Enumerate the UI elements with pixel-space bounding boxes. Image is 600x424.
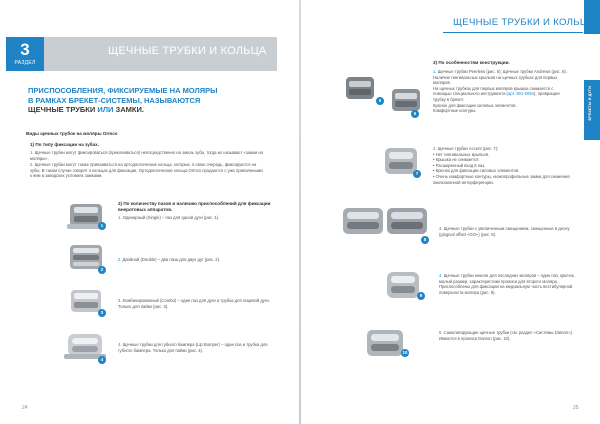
design-item-2-text: Щечные трубки Accent (рис. 7): xyxy=(437,146,499,151)
figure-badge-9: 9 xyxy=(417,292,425,300)
lead-line-1: ПРИСПОСОБЛЕНИЯ, ФИКСИРУЕМЫЕ НА МОЛЯРЫ xyxy=(28,86,218,95)
lead-connector: ИЛИ xyxy=(95,105,116,114)
accent-feature-5: • Очень комфортные контуры, низкопрофильные замки для снижения окклюзионной интерференции. xyxy=(433,173,570,185)
gingival-offset-tube-image xyxy=(339,200,431,244)
figure-badge-10: 10 xyxy=(402,350,408,355)
fixation-item-2 xyxy=(30,162,265,179)
right-page xyxy=(301,0,600,424)
accent-feature-4: • Крючок для фиксации силовых элементов. xyxy=(433,168,520,174)
design-item-1-note-1: Наличие гингивальных крыльев на щечных трубках для первых моляров. xyxy=(433,74,558,86)
design-item-5-text: Самолигирующие щечные трубки (см. раздел «Системы Damon»). xyxy=(443,330,574,335)
page-number-right: 25 xyxy=(573,405,579,411)
fixation-item-2-text: Щечные трубки могут также припаиваться на ортодонтические кольца, которые, в свою очередь, фиксируются на зубы. В таком случае говорят о кольцах для фиксации. Ортодонтические кольца Ormco продаются с уже припаянными к ним в заводских условиях замками. xyxy=(30,162,263,179)
design-item-1-text: Щечные трубки Peerless (рис. 5); Щечные трубки Andrews (рис. 6). xyxy=(437,69,567,74)
accent-feature-3: • Расширенный вход в паз. xyxy=(433,162,486,168)
figure-badge-2: 2 xyxy=(98,266,106,274)
fixation-item-1-text: Щечные трубки могут фиксироваться (приклеиваться) непосредственно на эмаль зуба, тогда их называют «замки на моляры». xyxy=(30,150,263,161)
fixation-item-1 xyxy=(30,150,270,161)
fixation-item-1-number: 1. xyxy=(30,150,34,155)
figure-badge-3: 3 xyxy=(98,309,106,317)
last-molar-tube-image xyxy=(381,266,425,306)
design-item-3 xyxy=(439,226,575,237)
lead-heading xyxy=(28,86,218,115)
slot-item-1-number: 1. xyxy=(118,215,122,220)
accent-feature-2: • Крышка не снимается. xyxy=(433,157,480,163)
accent-feature-5-text: Очень комфортные контуры, низкопрофильные замки для снижения окклюзионной интерференции. xyxy=(433,173,570,185)
design-item-5 xyxy=(439,330,575,341)
design-item-4 xyxy=(439,273,575,295)
slot-item-3-text: Комбинированный (Combo) – один паз для дуги и трубка для лицевой дуги. Только для пайки (рис. 3). xyxy=(118,298,270,309)
slot-item-4-number: 4. xyxy=(118,342,122,347)
design-item-1-note-2-end: ), превращая трубку в брекет. xyxy=(433,91,560,102)
damon-tube-image xyxy=(361,322,411,366)
accent-feature-1: • Нет гингивальных крыльев. xyxy=(433,151,490,157)
fixation-item-2-number: 2. xyxy=(30,162,34,167)
lead-emphasis-2: ЗАМКИ. xyxy=(115,105,144,114)
andrews-tube-image xyxy=(387,84,427,118)
section-badge xyxy=(6,37,44,71)
design-item-1-note-4: Комфортные контуры. xyxy=(433,108,477,114)
design-item-3-text: Щечные трубки с увеличенным смещением, смещенные в десну (gingival offset «GO») (рис. 8). xyxy=(439,226,570,237)
page-number-left: 24 xyxy=(22,405,28,411)
figure-badge-7: 7 xyxy=(413,170,421,178)
right-page-title: ЩЕЧНЫЕ ТРУБКИ И КОЛЬЦА xyxy=(453,17,594,28)
accent-feature-4-text: Крючок для фиксации силовых элементов. xyxy=(435,168,520,174)
figure-badge-5: 5 xyxy=(376,97,384,105)
instrument-article: арт. 801-0094 xyxy=(507,91,535,97)
accent-feature-1-text: Нет гингивальных крыльев. xyxy=(435,151,490,157)
accent-feature-2-text: Крышка не снимается. xyxy=(435,157,480,163)
design-item-1-note-2-start: На щечных трубках для первых моляров крышка снимается с помощью специального инструмента ( xyxy=(433,85,554,97)
lead-line-3 xyxy=(28,105,218,115)
lead-emphasis-1: ЩЕЧНЫЕ ТРУБКИ xyxy=(28,105,96,114)
figure-badge-8: 8 xyxy=(421,236,429,244)
header-title: ЩЕЧНЫЕ ТРУБКИ И КОЛЬЦА xyxy=(108,45,267,57)
accent-feature-3-text: Расширенный вход в паз. xyxy=(435,162,486,168)
design-heading: 3) По особенностям конструкции. xyxy=(433,60,510,65)
figure-badge-1: 1 xyxy=(98,222,106,230)
design-item-1 xyxy=(433,69,573,114)
slot-item-1-text: Одинарный (Single) – паз для одной дуги (рис. 1). xyxy=(122,215,220,220)
design-item-4-text: Щечные трубки никеля для последних моляров – один паз, крючок, малый размер, характеристики прописи для второго моляра. Приспособлены для фиксации на медиальную часть вестибулярной поверхности моляра (рис. 9). xyxy=(439,273,575,295)
slot-item-4 xyxy=(118,342,278,353)
title-rule xyxy=(443,32,583,33)
slot-item-4-text: Щечные трубки для губного бампера (Lip Bumper) – один паз и трубка для губного бампера. Только для пайки (рис. 4). xyxy=(118,342,268,353)
design-item-5-line xyxy=(439,330,575,336)
left-page xyxy=(0,0,299,424)
design-item-2 xyxy=(433,146,573,185)
design-item-1-number: 1. xyxy=(433,69,437,74)
slot-item-2 xyxy=(118,257,278,263)
slot-item-2-text: Двойной (Double) – два паза для двух дуг (рис. 2). xyxy=(122,257,221,262)
design-item-5-note: Имеются в прописи Damon (рис. 10). xyxy=(439,335,511,341)
section-number: 3 xyxy=(20,40,30,59)
design-item-1-line xyxy=(433,69,573,75)
design-item-2-number: 2. xyxy=(433,146,437,151)
design-item-5-number: 5. xyxy=(439,330,443,335)
side-tab-label: БРЕКЕТЫ И ДУГИ xyxy=(588,86,592,121)
design-item-1-note-2 xyxy=(433,86,573,103)
slot-item-2-number: 2. xyxy=(118,257,122,262)
peerless-tube-image xyxy=(341,72,381,106)
design-item-4-number: 4. xyxy=(439,273,443,278)
types-heading: Виды щечных трубок на моляры Ormco xyxy=(26,131,118,136)
figure-badge-4: 4 xyxy=(98,356,106,364)
design-item-3-number: 3. xyxy=(439,226,443,231)
design-item-1-note-3: Крючок для фиксации силовых элементов. xyxy=(433,102,517,108)
section-label: РАЗДЕЛ xyxy=(14,60,36,66)
slots-heading: 2) По количеству пазов и наличию приспособлений для фиксации внеротовых аппаратов. xyxy=(118,201,271,212)
slot-item-3-number: 3. xyxy=(118,298,122,303)
figure-badge-6: 6 xyxy=(411,110,419,118)
side-tab xyxy=(584,80,600,140)
slot-item-3 xyxy=(118,298,278,309)
fixation-heading: 1) По типу фиксации на зубах. xyxy=(30,142,99,147)
slot-item-1 xyxy=(118,215,278,221)
lead-line-2: В РАМКАХ БРЕКЕТ-СИСТЕМЫ, НАЗЫВАЮТСЯ xyxy=(28,95,201,105)
